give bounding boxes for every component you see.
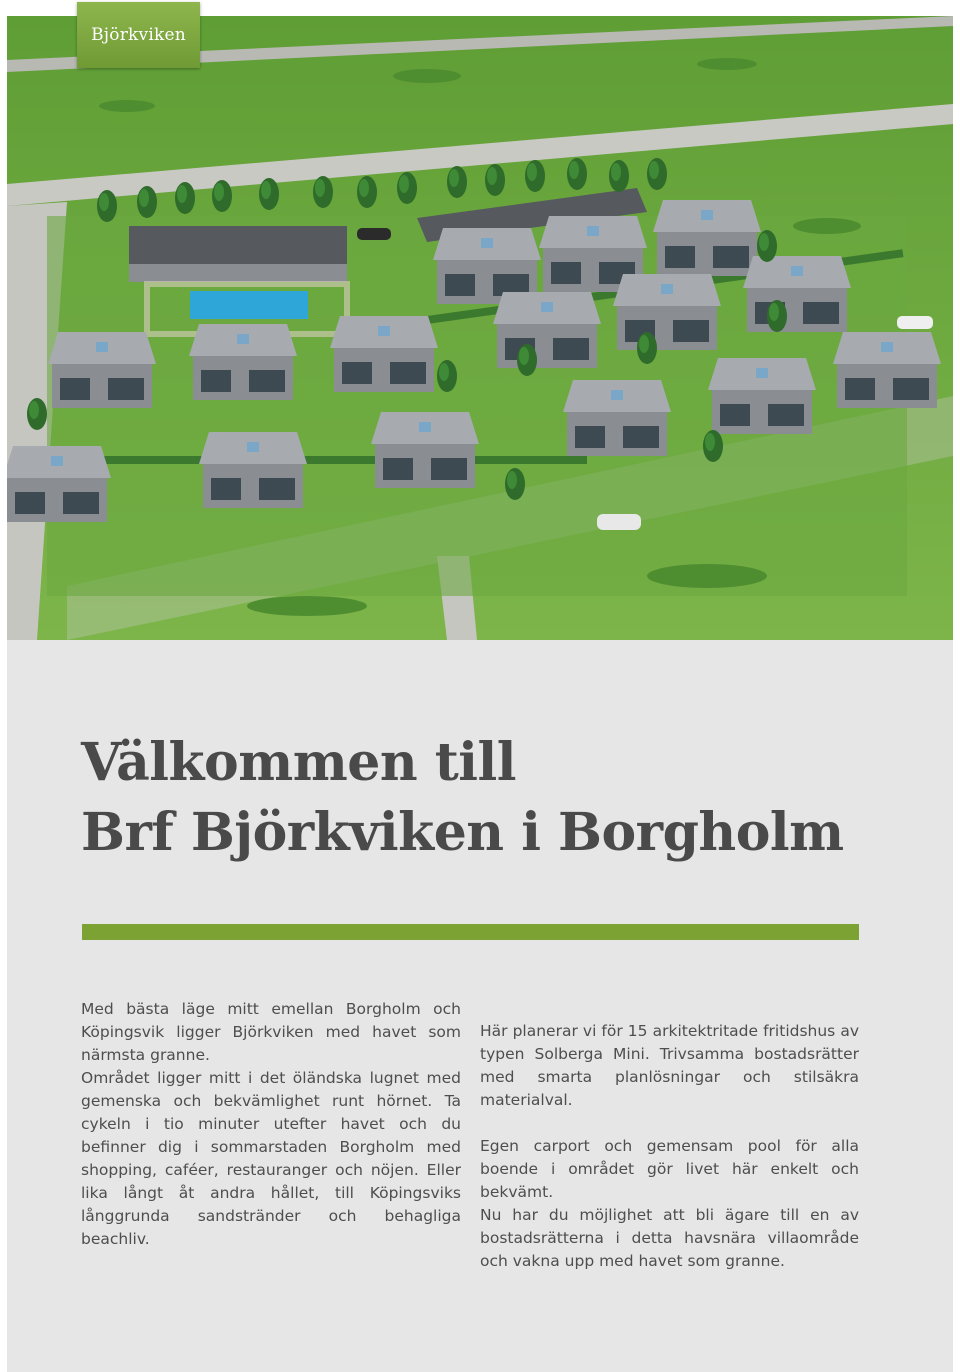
section-tag-label: Björkviken [91, 25, 186, 45]
page-title [81, 728, 844, 868]
right-paragraph-3: Nu har du möjlighet att bli ägare till en av bostadsrätterna i detta havsnära villaområde och vakna upp med havet som granne. [480, 1206, 859, 1270]
left-paragraph-1: Med bästa läge mitt emellan Borgholm och Köpingsvik ligger Björkviken med havet som närmsta granne. [81, 1000, 461, 1064]
title-line-2: Brf Björkviken i Borgholm [81, 802, 844, 863]
right-text-column [480, 1020, 859, 1273]
section-tag [77, 2, 200, 68]
left-text-column [81, 998, 461, 1251]
title-line-1: Välkommen till [81, 732, 517, 793]
right-paragraph-2: Egen carport och gemensam pool för alla boende i området gör livet här enkelt och bekvämt. [480, 1137, 859, 1201]
left-paragraph-2: Området ligger mitt i det öländska lugnet med gemenska och bekvämlighet runt hörnet. Ta cykeln i tio minuter utefter havet och du befinner dig i sommarstaden Borgholm med shopping, caféer, restauranger och nöjen. Eller lika långt åt andra hållet, till Köpingsviks långgrunda sandstränder och behagliga beachliv. [81, 1069, 461, 1248]
right-paragraph-1: Här planerar vi för 15 arkitektritade fritidshus av typen Solberga Mini. Trivsamma bostadsrätter med smarta planlösningar och stilsäkra materialval. [480, 1022, 859, 1109]
aerial-image [7, 16, 953, 640]
accent-divider [82, 924, 859, 940]
